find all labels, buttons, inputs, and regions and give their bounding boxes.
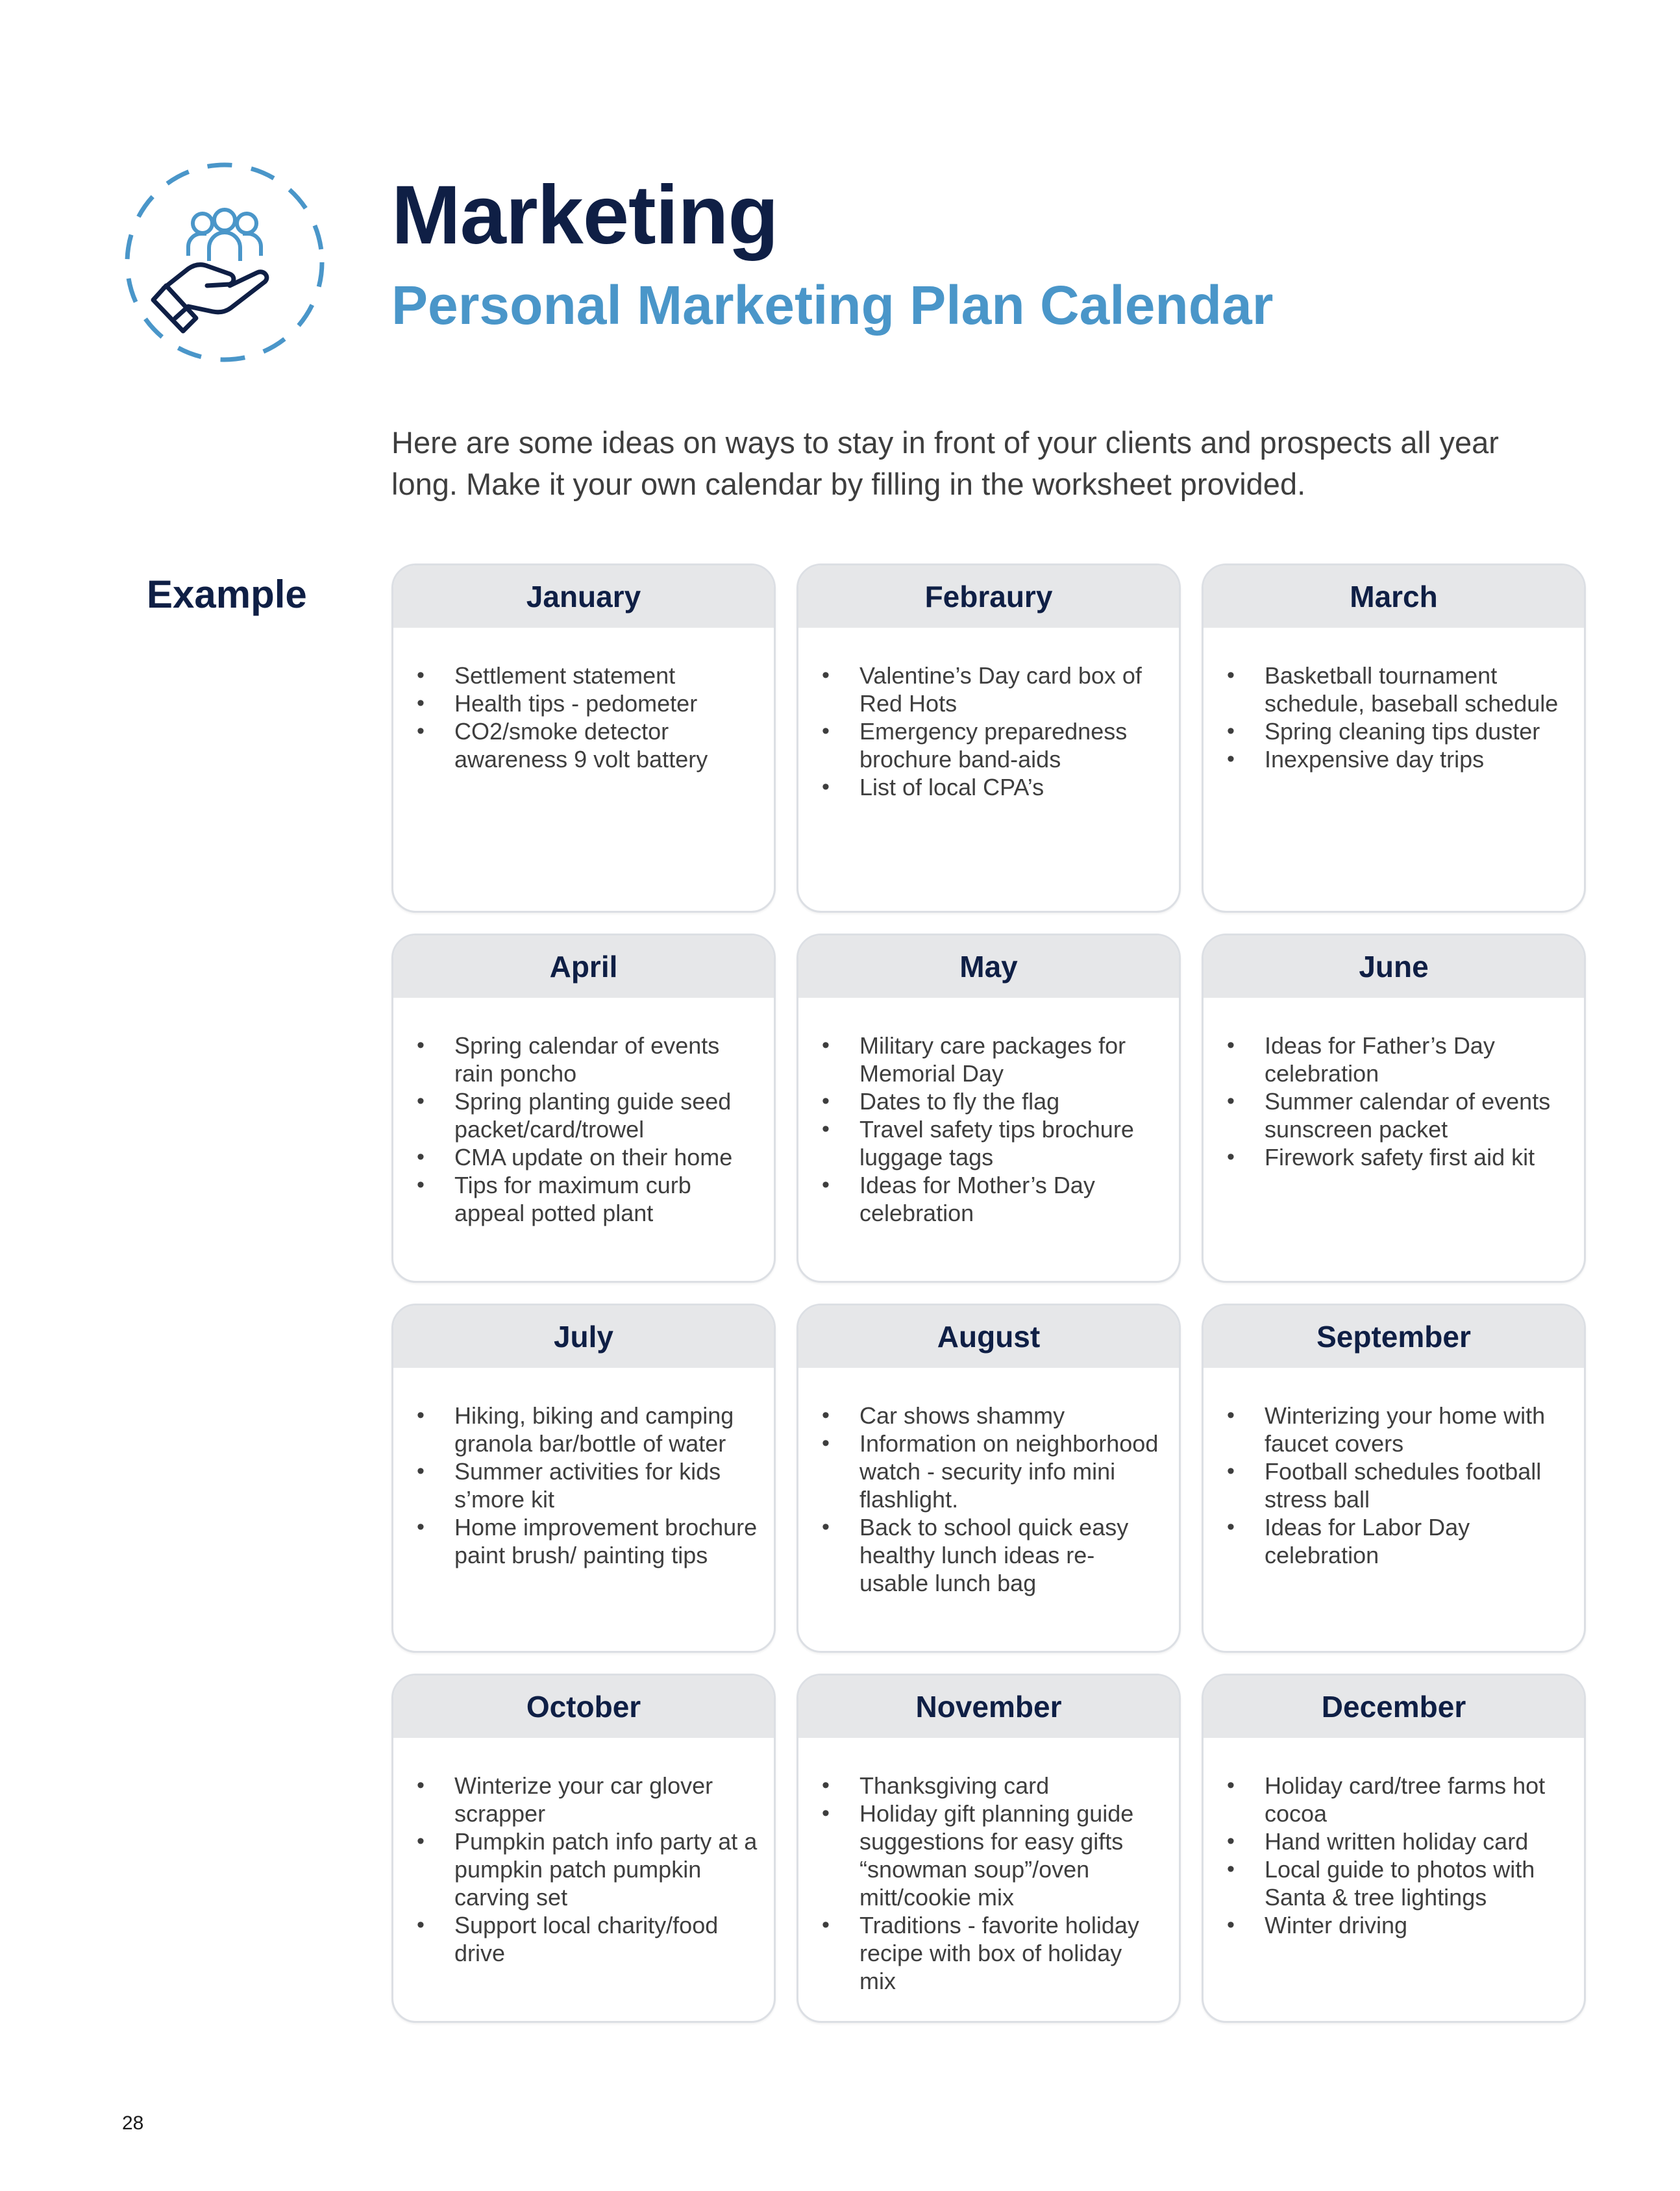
month-card-july <box>391 1304 776 1653</box>
idea-item: • Holiday card/tree farms hot cocoa <box>1265 1772 1568 1827</box>
idea-list <box>1204 998 1584 1171</box>
month-card-november <box>797 1674 1181 2023</box>
month-card-may <box>797 934 1181 1283</box>
idea-item: • Dates to fly the flag <box>859 1087 1163 1115</box>
idea-item: • Spring calendar of events rain poncho <box>454 1032 758 1087</box>
idea-item: • Ideas for Father’s Day celebration <box>1265 1032 1568 1087</box>
idea-item: • Car shows shammy <box>859 1402 1163 1430</box>
idea-item: • Support local charity/food drive <box>454 1911 758 1967</box>
idea-item: • Health tips - pedometer <box>454 689 758 717</box>
month-card-january <box>391 563 776 913</box>
idea-item: • Home improvement brochure paint brush/ painting tips <box>454 1513 758 1569</box>
idea-item: • Spring cleaning tips duster <box>1265 717 1568 745</box>
example-label: Example <box>147 573 307 616</box>
idea-list <box>798 998 1179 1227</box>
idea-item: • Information on neighborhood watch - security info mini flashlight. <box>859 1430 1163 1513</box>
hand-holding-people-icon <box>121 158 328 366</box>
idea-item: • Basketball tournament schedule, baseball schedule <box>1265 662 1568 717</box>
idea-item: • Winter driving <box>1265 1911 1568 1939</box>
idea-item: • Football schedules football stress ball <box>1265 1457 1568 1513</box>
idea-item: • Ideas for Mother’s Day celebration <box>859 1171 1163 1227</box>
month-card-april <box>391 934 776 1283</box>
idea-item: • Summer activities for kids s’more kit <box>454 1457 758 1513</box>
month-title: Febraury <box>798 565 1179 628</box>
month-card-august <box>797 1304 1181 1653</box>
idea-item: • Back to school quick easy healthy lunch ideas re-usable lunch bag <box>859 1513 1163 1597</box>
month-title: October <box>393 1676 774 1738</box>
idea-item: • Traditions - favorite holiday recipe with box of holiday mix <box>859 1911 1163 1995</box>
month-title: May <box>798 935 1179 998</box>
idea-item: • Tips for maximum curb appeal potted plant <box>454 1171 758 1227</box>
idea-item: • Inexpensive day trips <box>1265 745 1568 773</box>
page-title: Marketing <box>391 169 778 262</box>
idea-list <box>393 1738 774 1967</box>
month-card-december <box>1202 1674 1586 2023</box>
idea-list <box>1204 1368 1584 1569</box>
idea-item: • CMA update on their home <box>454 1143 758 1171</box>
intro-paragraph: Here are some ideas on ways to stay in front of your clients and prospects all year long. Make it your own calendar by filling in the worksheet provided. <box>391 425 1499 501</box>
month-title: September <box>1204 1306 1584 1368</box>
month-title: January <box>393 565 774 628</box>
idea-item: • Winterize your car glover scrapper <box>454 1772 758 1827</box>
month-card-february <box>797 563 1181 913</box>
month-title: June <box>1204 935 1584 998</box>
idea-list <box>1204 1738 1584 1939</box>
idea-item: • Ideas for Labor Day celebration <box>1265 1513 1568 1569</box>
idea-item: • Local guide to photos with Santa & tree lightings <box>1265 1855 1568 1911</box>
month-calendar-grid <box>391 563 1586 2023</box>
month-card-september <box>1202 1304 1586 1653</box>
month-card-june <box>1202 934 1586 1283</box>
idea-item: • Hiking, biking and camping granola bar/bottle of water <box>454 1402 758 1457</box>
idea-item: • Spring planting guide seed packet/card/trowel <box>454 1087 758 1143</box>
idea-list <box>393 998 774 1227</box>
idea-item: • Holiday gift planning guide suggestions for easy gifts “snowman soup”/oven mitt/cookie mix <box>859 1800 1163 1911</box>
month-title: March <box>1204 565 1584 628</box>
idea-list <box>1204 628 1584 773</box>
month-title: April <box>393 935 774 998</box>
page-number: 28 <box>122 2112 144 2134</box>
idea-item: • Thanksgiving card <box>859 1772 1163 1800</box>
idea-list <box>798 1368 1179 1597</box>
idea-item: • Firework safety first aid kit <box>1265 1143 1568 1171</box>
page-subtitle: Personal Marketing Plan Calendar <box>391 275 1274 336</box>
idea-item: • CO2/smoke detector awareness 9 volt battery <box>454 717 758 773</box>
month-card-march <box>1202 563 1586 913</box>
idea-list <box>393 1368 774 1569</box>
idea-item: • Winterizing your home with faucet covers <box>1265 1402 1568 1457</box>
idea-item: • Settlement statement <box>454 662 758 689</box>
idea-list <box>798 628 1179 801</box>
idea-item: • Hand written holiday card <box>1265 1827 1568 1855</box>
month-title: December <box>1204 1676 1584 1738</box>
idea-item: • Pumpkin patch info party at a pumpkin patch pumpkin carving set <box>454 1827 758 1911</box>
idea-item: • Military care packages for Memorial Day <box>859 1032 1163 1087</box>
idea-item: • List of local CPA’s <box>859 773 1163 801</box>
idea-item: • Summer calendar of events sunscreen packet <box>1265 1087 1568 1143</box>
idea-list <box>393 628 774 773</box>
idea-item: • Valentine’s Day card box of Red Hots <box>859 662 1163 717</box>
idea-item: • Emergency preparedness brochure band-aids <box>859 717 1163 773</box>
idea-list <box>798 1738 1179 1995</box>
month-card-october <box>391 1674 776 2023</box>
idea-item: • Travel safety tips brochure luggage tags <box>859 1115 1163 1171</box>
month-title: August <box>798 1306 1179 1368</box>
month-title: July <box>393 1306 774 1368</box>
month-title: November <box>798 1676 1179 1738</box>
